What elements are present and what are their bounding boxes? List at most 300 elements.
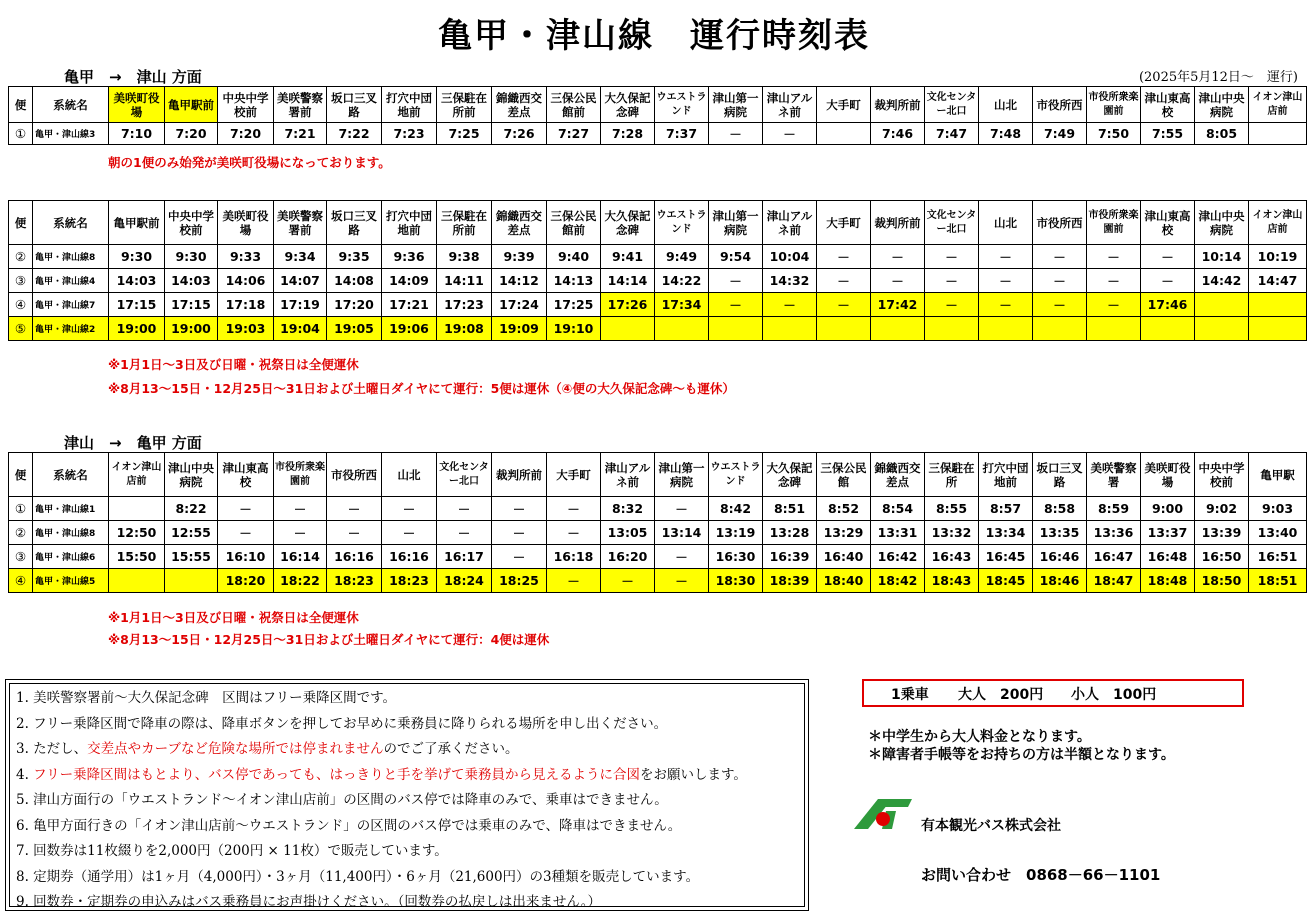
time-cell: 9:00 <box>1141 497 1195 521</box>
time-cell: 9:38 <box>437 245 492 269</box>
time-cell: 17:24 <box>492 293 547 317</box>
time-cell: － <box>437 497 492 521</box>
header-stop: 三保公民館前 <box>547 201 601 245</box>
info-item-text: 回数券・定期券の申込みはバス乗務員にお声掛けください。（回数券の払戻しは出来ません。） <box>33 894 601 910</box>
header-stop: 大手町 <box>817 201 871 245</box>
header-stop: 亀甲駅前 <box>109 201 165 245</box>
time-cell: 7:10 <box>109 123 165 145</box>
time-cell: 12:50 <box>109 521 165 545</box>
header-stop: 系統名 <box>33 453 109 497</box>
time-cell: － <box>817 293 871 317</box>
time-cell: － <box>979 293 1033 317</box>
header-stop: 美咲町役場 <box>109 87 165 123</box>
time-cell <box>165 569 218 593</box>
info-item-text: フリー乗降区間で降車の際は、降車ボタンを押してお早めに乗務員に降りられる場所を申し出ください。 <box>33 715 668 732</box>
header-stop: 錦織西交差点 <box>492 201 547 245</box>
time-cell <box>817 317 871 341</box>
time-cell: 14:42 <box>1195 269 1249 293</box>
time-cell: 13:36 <box>1087 521 1141 545</box>
header-stop: 津山中央病院 <box>1195 201 1249 245</box>
time-cell: 8:32 <box>601 497 655 521</box>
table-row <box>9 545 1307 569</box>
time-cell: － <box>382 521 437 545</box>
effective-date: (2025年5月12日～ 運行) <box>1138 70 1298 85</box>
header-stop: 系統名 <box>33 87 109 123</box>
time-cell: 9:02 <box>1195 497 1249 521</box>
time-cell: － <box>1087 293 1141 317</box>
table-row <box>9 497 1307 521</box>
time-cell: 8:51 <box>763 497 817 521</box>
time-cell: 14:12 <box>492 269 547 293</box>
time-cell: － <box>709 293 763 317</box>
time-cell: 9:41 <box>601 245 655 269</box>
time-cell: 13:39 <box>1195 521 1249 545</box>
info-item <box>16 890 601 910</box>
time-cell <box>1195 317 1249 341</box>
header-stop: 文化センター北口 <box>925 201 979 245</box>
time-cell: － <box>655 545 709 569</box>
header-stop: 市役所衆楽園前 <box>274 453 327 497</box>
time-cell: 16:50 <box>1195 545 1249 569</box>
time-cell: 16:42 <box>871 545 925 569</box>
time-cell: 8:57 <box>979 497 1033 521</box>
header-stop: 便 <box>9 87 33 123</box>
time-cell: － <box>871 269 925 293</box>
note-saturday-schedule-2: ※8月13～15日・12月25日～31日および土曜日ダイヤにて運行：4便は運休 <box>108 632 550 647</box>
time-cell: － <box>1033 269 1087 293</box>
header-stop: 三保公民館 <box>817 453 871 497</box>
header-stop: 打穴中団地前 <box>979 453 1033 497</box>
time-cell: 7:20 <box>165 123 218 145</box>
table-row <box>9 521 1307 545</box>
time-cell: － <box>1033 293 1087 317</box>
info-item-number: 7. <box>16 843 34 859</box>
time-cell: － <box>655 497 709 521</box>
header-stop: 市役所西 <box>1033 87 1087 123</box>
header-stop: 錦織西交差点 <box>492 87 547 123</box>
time-cell: 18:46 <box>1033 569 1087 593</box>
header-stop: 美咲警察署前 <box>274 87 327 123</box>
time-cell: 16:39 <box>763 545 817 569</box>
time-cell <box>109 569 165 593</box>
direction-heading-tsuyama: 亀甲 → 津山 方面 <box>64 68 202 86</box>
bin-number: ① <box>9 123 33 145</box>
time-cell: 9:39 <box>492 245 547 269</box>
time-cell: 14:03 <box>109 269 165 293</box>
info-item-number: 8. <box>16 868 34 885</box>
header-stop: 市役所衆楽園前 <box>1087 87 1141 123</box>
info-box <box>5 679 809 911</box>
header-stop: 文化センター北口 <box>925 87 979 123</box>
time-cell: 8:58 <box>1033 497 1087 521</box>
time-cell: 9:30 <box>109 245 165 269</box>
time-cell: 9:54 <box>709 245 763 269</box>
header-stop: 亀甲駅前 <box>165 87 218 123</box>
time-cell: 17:25 <box>547 293 601 317</box>
time-cell: 16:48 <box>1141 545 1195 569</box>
fare-label: 1乗車 <box>891 687 929 703</box>
header-stop: 大手町 <box>817 87 871 123</box>
time-cell: 16:17 <box>437 545 492 569</box>
time-cell: 16:16 <box>382 545 437 569</box>
time-cell: 19:05 <box>327 317 382 341</box>
route-name: 亀甲・津山線3 <box>33 123 109 145</box>
time-cell: 7:21 <box>274 123 327 145</box>
time-cell: 19:03 <box>218 317 274 341</box>
bin-number: ⑤ <box>9 317 33 341</box>
header-stop: 坂口三叉路 <box>1033 453 1087 497</box>
time-cell: － <box>601 569 655 593</box>
header-stop: 美咲警察署 <box>1087 453 1141 497</box>
time-cell: 7:27 <box>547 123 601 145</box>
header-stop: 津山第一病院 <box>655 453 709 497</box>
bin-number: ④ <box>9 293 33 317</box>
time-cell: － <box>709 269 763 293</box>
time-cell: 16:16 <box>327 545 382 569</box>
header-stop: 津山中央病院 <box>165 453 218 497</box>
header-stop: 便 <box>9 453 33 497</box>
header-stop: 大久保記念碑 <box>763 453 817 497</box>
time-cell: 9:40 <box>547 245 601 269</box>
time-cell: 7:47 <box>925 123 979 145</box>
table-row <box>9 245 1307 269</box>
info-item-text: 定期券（通学用）は1ヶ月（4,000円）・3ヶ月（11,400円）・6ヶ月（21,600円）の3種類を販売しています。 <box>33 868 700 885</box>
time-cell: 14:22 <box>655 269 709 293</box>
fare-adult: 大人 200円 <box>958 687 1044 703</box>
header-stop: 津山東高校 <box>1141 201 1195 245</box>
info-item-text: フリー乗降区間はもとより、バス停であっても、はっきりと手を挙げて乗務員から見えるように合図 <box>33 766 640 783</box>
info-item-text: 交差点やカーブなど危険な場所では停まれません <box>87 741 384 757</box>
time-cell <box>1249 293 1307 317</box>
time-cell: 8:52 <box>817 497 871 521</box>
time-cell: 10:19 <box>1249 245 1307 269</box>
note-saturday-schedule: ※8月13～15日・12月25日～31日および土曜日ダイヤにて運行：5便は運休（④便の大久保記念碑～も運休） <box>108 381 735 396</box>
time-cell: － <box>1141 245 1195 269</box>
time-cell: 7:55 <box>1141 123 1195 145</box>
time-cell <box>709 317 763 341</box>
time-cell: 14:13 <box>547 269 601 293</box>
time-cell: 13:34 <box>979 521 1033 545</box>
header-stop: 坂口三叉路 <box>327 201 382 245</box>
route-name: 亀甲・津山線1 <box>33 497 109 521</box>
header-stop: 大手町 <box>547 453 601 497</box>
time-cell: 7:26 <box>492 123 547 145</box>
time-cell: 14:11 <box>437 269 492 293</box>
time-cell <box>1141 317 1195 341</box>
info-item-text: のでご了承ください。 <box>383 741 519 757</box>
header-stop: 三保公民館前 <box>547 87 601 123</box>
time-cell: 9:30 <box>165 245 218 269</box>
time-cell: － <box>327 497 382 521</box>
time-cell: 18:48 <box>1141 569 1195 593</box>
time-cell: 10:14 <box>1195 245 1249 269</box>
time-cell: 7:50 <box>1087 123 1141 145</box>
table-row <box>9 123 1307 145</box>
header-stop: 山北 <box>382 453 437 497</box>
time-cell: 18:39 <box>763 569 817 593</box>
time-cell: 8:05 <box>1195 123 1249 145</box>
time-cell: 14:07 <box>274 269 327 293</box>
time-cell: 13:32 <box>925 521 979 545</box>
header-stop: ウエストランド <box>655 87 709 123</box>
route-name: 亀甲・津山線8 <box>33 245 109 269</box>
header-stop: ウエストランド <box>709 453 763 497</box>
time-cell: 16:46 <box>1033 545 1087 569</box>
header-stop: 中央中学校前 <box>218 87 274 123</box>
header-stop: 三保駐在所 <box>925 453 979 497</box>
time-cell: 18:51 <box>1249 569 1307 593</box>
header-stop: 錦織西交差点 <box>871 453 925 497</box>
time-cell: 7:22 <box>327 123 382 145</box>
time-cell: 10:04 <box>763 245 817 269</box>
time-cell: 16:47 <box>1087 545 1141 569</box>
time-cell <box>1195 293 1249 317</box>
time-cell <box>763 317 817 341</box>
route-name: 亀甲・津山線8 <box>33 521 109 545</box>
info-item <box>16 814 681 834</box>
header-stop: 中央中学校前 <box>165 201 218 245</box>
info-item-text: をお願いします。 <box>640 766 747 783</box>
time-cell: 13:19 <box>709 521 763 545</box>
time-cell: 7:46 <box>871 123 925 145</box>
time-cell: 9:33 <box>218 245 274 269</box>
time-cell: 13:37 <box>1141 521 1195 545</box>
header-stop: 津山東高校 <box>1141 87 1195 123</box>
time-cell <box>925 317 979 341</box>
time-cell: 7:25 <box>437 123 492 145</box>
header-stop: イオン津山店前 <box>109 453 165 497</box>
info-item-text: ただし、 <box>33 741 88 757</box>
time-cell: 17:15 <box>165 293 218 317</box>
time-cell: 14:14 <box>601 269 655 293</box>
info-item-number: 3. <box>16 741 34 757</box>
time-cell <box>601 317 655 341</box>
time-cell: － <box>274 521 327 545</box>
time-cell: 18:23 <box>382 569 437 593</box>
header-stop: 津山第一病院 <box>709 87 763 123</box>
time-cell: 7:37 <box>655 123 709 145</box>
time-cell: － <box>274 497 327 521</box>
header-stop: 山北 <box>979 201 1033 245</box>
time-cell: 14:03 <box>165 269 218 293</box>
company-logo-icon <box>852 797 914 831</box>
time-cell: 16:10 <box>218 545 274 569</box>
time-cell: 8:59 <box>1087 497 1141 521</box>
header-stop: 津山アルネ前 <box>601 453 655 497</box>
time-cell: － <box>218 497 274 521</box>
time-cell: － <box>492 521 547 545</box>
time-cell: 18:30 <box>709 569 763 593</box>
time-cell: 9:34 <box>274 245 327 269</box>
bin-number: ① <box>9 497 33 521</box>
table-row <box>9 293 1307 317</box>
header-stop: 打穴中団地前 <box>382 87 437 123</box>
time-cell: 17:42 <box>871 293 925 317</box>
time-cell: 16:51 <box>1249 545 1307 569</box>
route-name: 亀甲・津山線4 <box>33 269 109 293</box>
time-cell: 17:26 <box>601 293 655 317</box>
time-cell: － <box>655 569 709 593</box>
fare-box <box>862 679 1244 707</box>
time-cell: 18:22 <box>274 569 327 593</box>
header-stop: 裁判所前 <box>871 201 925 245</box>
note-holiday-suspension-2: ※1月1日～3日及び日曜・祝祭日は全便運休 <box>108 610 359 625</box>
company-name: 有本観光バス株式会社 <box>921 818 1061 834</box>
info-item-number: 2. <box>16 715 34 732</box>
info-item-number: 9. <box>16 894 34 910</box>
time-cell: － <box>817 269 871 293</box>
header-stop: 市役所衆楽園前 <box>1087 201 1141 245</box>
header-stop: 中央中学校前 <box>1195 453 1249 497</box>
header-stop: 打穴中団地前 <box>382 201 437 245</box>
time-cell: 9:35 <box>327 245 382 269</box>
time-cell: － <box>492 497 547 521</box>
info-item-number: 6. <box>16 817 34 834</box>
info-item <box>16 686 396 706</box>
fare-child: 小人 100円 <box>1071 687 1157 703</box>
header-stop: ウエストランド <box>655 201 709 245</box>
bin-number: ② <box>9 245 33 269</box>
time-cell: － <box>925 293 979 317</box>
time-cell: 17:21 <box>382 293 437 317</box>
time-cell: 16:43 <box>925 545 979 569</box>
time-cell: 14:09 <box>382 269 437 293</box>
header-stop: 亀甲駅 <box>1249 453 1307 497</box>
time-cell: 17:46 <box>1141 293 1195 317</box>
page-title: 亀甲・津山線 運行時刻表 <box>438 16 870 56</box>
header-stop: 美咲警察署前 <box>274 201 327 245</box>
header-stop: 大久保記念碑 <box>601 201 655 245</box>
time-cell <box>979 317 1033 341</box>
table-row <box>9 317 1307 341</box>
time-cell <box>655 317 709 341</box>
time-cell: － <box>709 123 763 145</box>
time-cell: － <box>763 293 817 317</box>
time-cell: 13:05 <box>601 521 655 545</box>
time-cell: － <box>979 269 1033 293</box>
time-cell: 7:20 <box>218 123 274 145</box>
time-cell: － <box>979 245 1033 269</box>
time-cell: － <box>1141 269 1195 293</box>
time-cell: 17:19 <box>274 293 327 317</box>
time-cell: － <box>1087 245 1141 269</box>
time-cell: 16:20 <box>601 545 655 569</box>
info-item-number: 5. <box>16 792 34 808</box>
route-name: 亀甲・津山線5 <box>33 569 109 593</box>
time-cell <box>1249 123 1307 145</box>
time-cell: － <box>382 497 437 521</box>
time-cell: － <box>547 569 601 593</box>
time-cell: 18:40 <box>817 569 871 593</box>
time-cell <box>1033 317 1087 341</box>
time-cell: － <box>1033 245 1087 269</box>
time-cell: 19:09 <box>492 317 547 341</box>
direction-heading-kame: 津山 → 亀甲 方面 <box>64 434 202 452</box>
header-stop: 市役所西 <box>1033 201 1087 245</box>
time-cell: 9:36 <box>382 245 437 269</box>
time-cell <box>1249 317 1307 341</box>
time-cell: 18:43 <box>925 569 979 593</box>
header-stop: イオン津山店前 <box>1249 87 1307 123</box>
info-item-number: 4. <box>16 766 34 783</box>
time-cell: 18:25 <box>492 569 547 593</box>
header-stop: 美咲町役場 <box>1141 453 1195 497</box>
time-cell: － <box>925 269 979 293</box>
time-cell: － <box>218 521 274 545</box>
time-cell: 19:04 <box>274 317 327 341</box>
time-cell: 14:06 <box>218 269 274 293</box>
time-cell: 17:23 <box>437 293 492 317</box>
time-cell: 18:47 <box>1087 569 1141 593</box>
note-holiday-suspension: ※1月1日～3日及び日曜・祝祭日は全便運休 <box>108 357 359 372</box>
header-stop: 市役所西 <box>327 453 382 497</box>
time-cell: 17:15 <box>109 293 165 317</box>
time-cell <box>1087 317 1141 341</box>
info-item <box>16 763 747 783</box>
time-cell: 8:55 <box>925 497 979 521</box>
bin-number: ④ <box>9 569 33 593</box>
timetable-tsuyama-main <box>8 200 1307 341</box>
time-cell: 18:24 <box>437 569 492 593</box>
time-cell: 13:14 <box>655 521 709 545</box>
time-cell: 8:22 <box>165 497 218 521</box>
route-name: 亀甲・津山線2 <box>33 317 109 341</box>
time-cell: 13:28 <box>763 521 817 545</box>
contact-phone: お問い合わせ 0868－66－1101 <box>921 866 1161 884</box>
time-cell: 18:42 <box>871 569 925 593</box>
timetable-kame <box>8 452 1307 593</box>
header-stop: 三保駐在所前 <box>437 87 492 123</box>
bin-number: ③ <box>9 545 33 569</box>
table-row <box>9 569 1307 593</box>
info-item <box>16 788 668 808</box>
header-stop: 文化センター北口 <box>437 453 492 497</box>
time-cell: 14:47 <box>1249 269 1307 293</box>
route-name: 亀甲・津山線7 <box>33 293 109 317</box>
time-cell <box>817 123 871 145</box>
time-cell: 9:49 <box>655 245 709 269</box>
header-stop: 美咲町役場 <box>218 201 274 245</box>
time-cell: 16:40 <box>817 545 871 569</box>
info-item <box>16 839 448 859</box>
time-cell: 19:08 <box>437 317 492 341</box>
time-cell: － <box>547 521 601 545</box>
time-cell: － <box>871 245 925 269</box>
time-cell: 18:45 <box>979 569 1033 593</box>
header-stop: 便 <box>9 201 33 245</box>
info-item-text: 回数券は11枚綴りを2,000円（200円 × 11枚）で販売しています。 <box>33 843 448 859</box>
bin-number: ② <box>9 521 33 545</box>
time-cell: 12:55 <box>165 521 218 545</box>
time-cell: 17:20 <box>327 293 382 317</box>
time-cell: 19:06 <box>382 317 437 341</box>
time-cell: 18:23 <box>327 569 382 593</box>
time-cell: 18:20 <box>218 569 274 593</box>
header-stop: 津山第一病院 <box>709 201 763 245</box>
time-cell: 17:34 <box>655 293 709 317</box>
time-cell: － <box>1087 269 1141 293</box>
table-row <box>9 269 1307 293</box>
header-stop: 裁判所前 <box>871 87 925 123</box>
time-cell: － <box>492 545 547 569</box>
time-cell: 8:42 <box>709 497 763 521</box>
info-item <box>16 865 699 885</box>
header-stop: 津山東高校 <box>218 453 274 497</box>
time-cell: － <box>327 521 382 545</box>
time-cell: － <box>547 497 601 521</box>
header-stop: 坂口三叉路 <box>327 87 382 123</box>
header-stop: 大久保記念碑 <box>601 87 655 123</box>
